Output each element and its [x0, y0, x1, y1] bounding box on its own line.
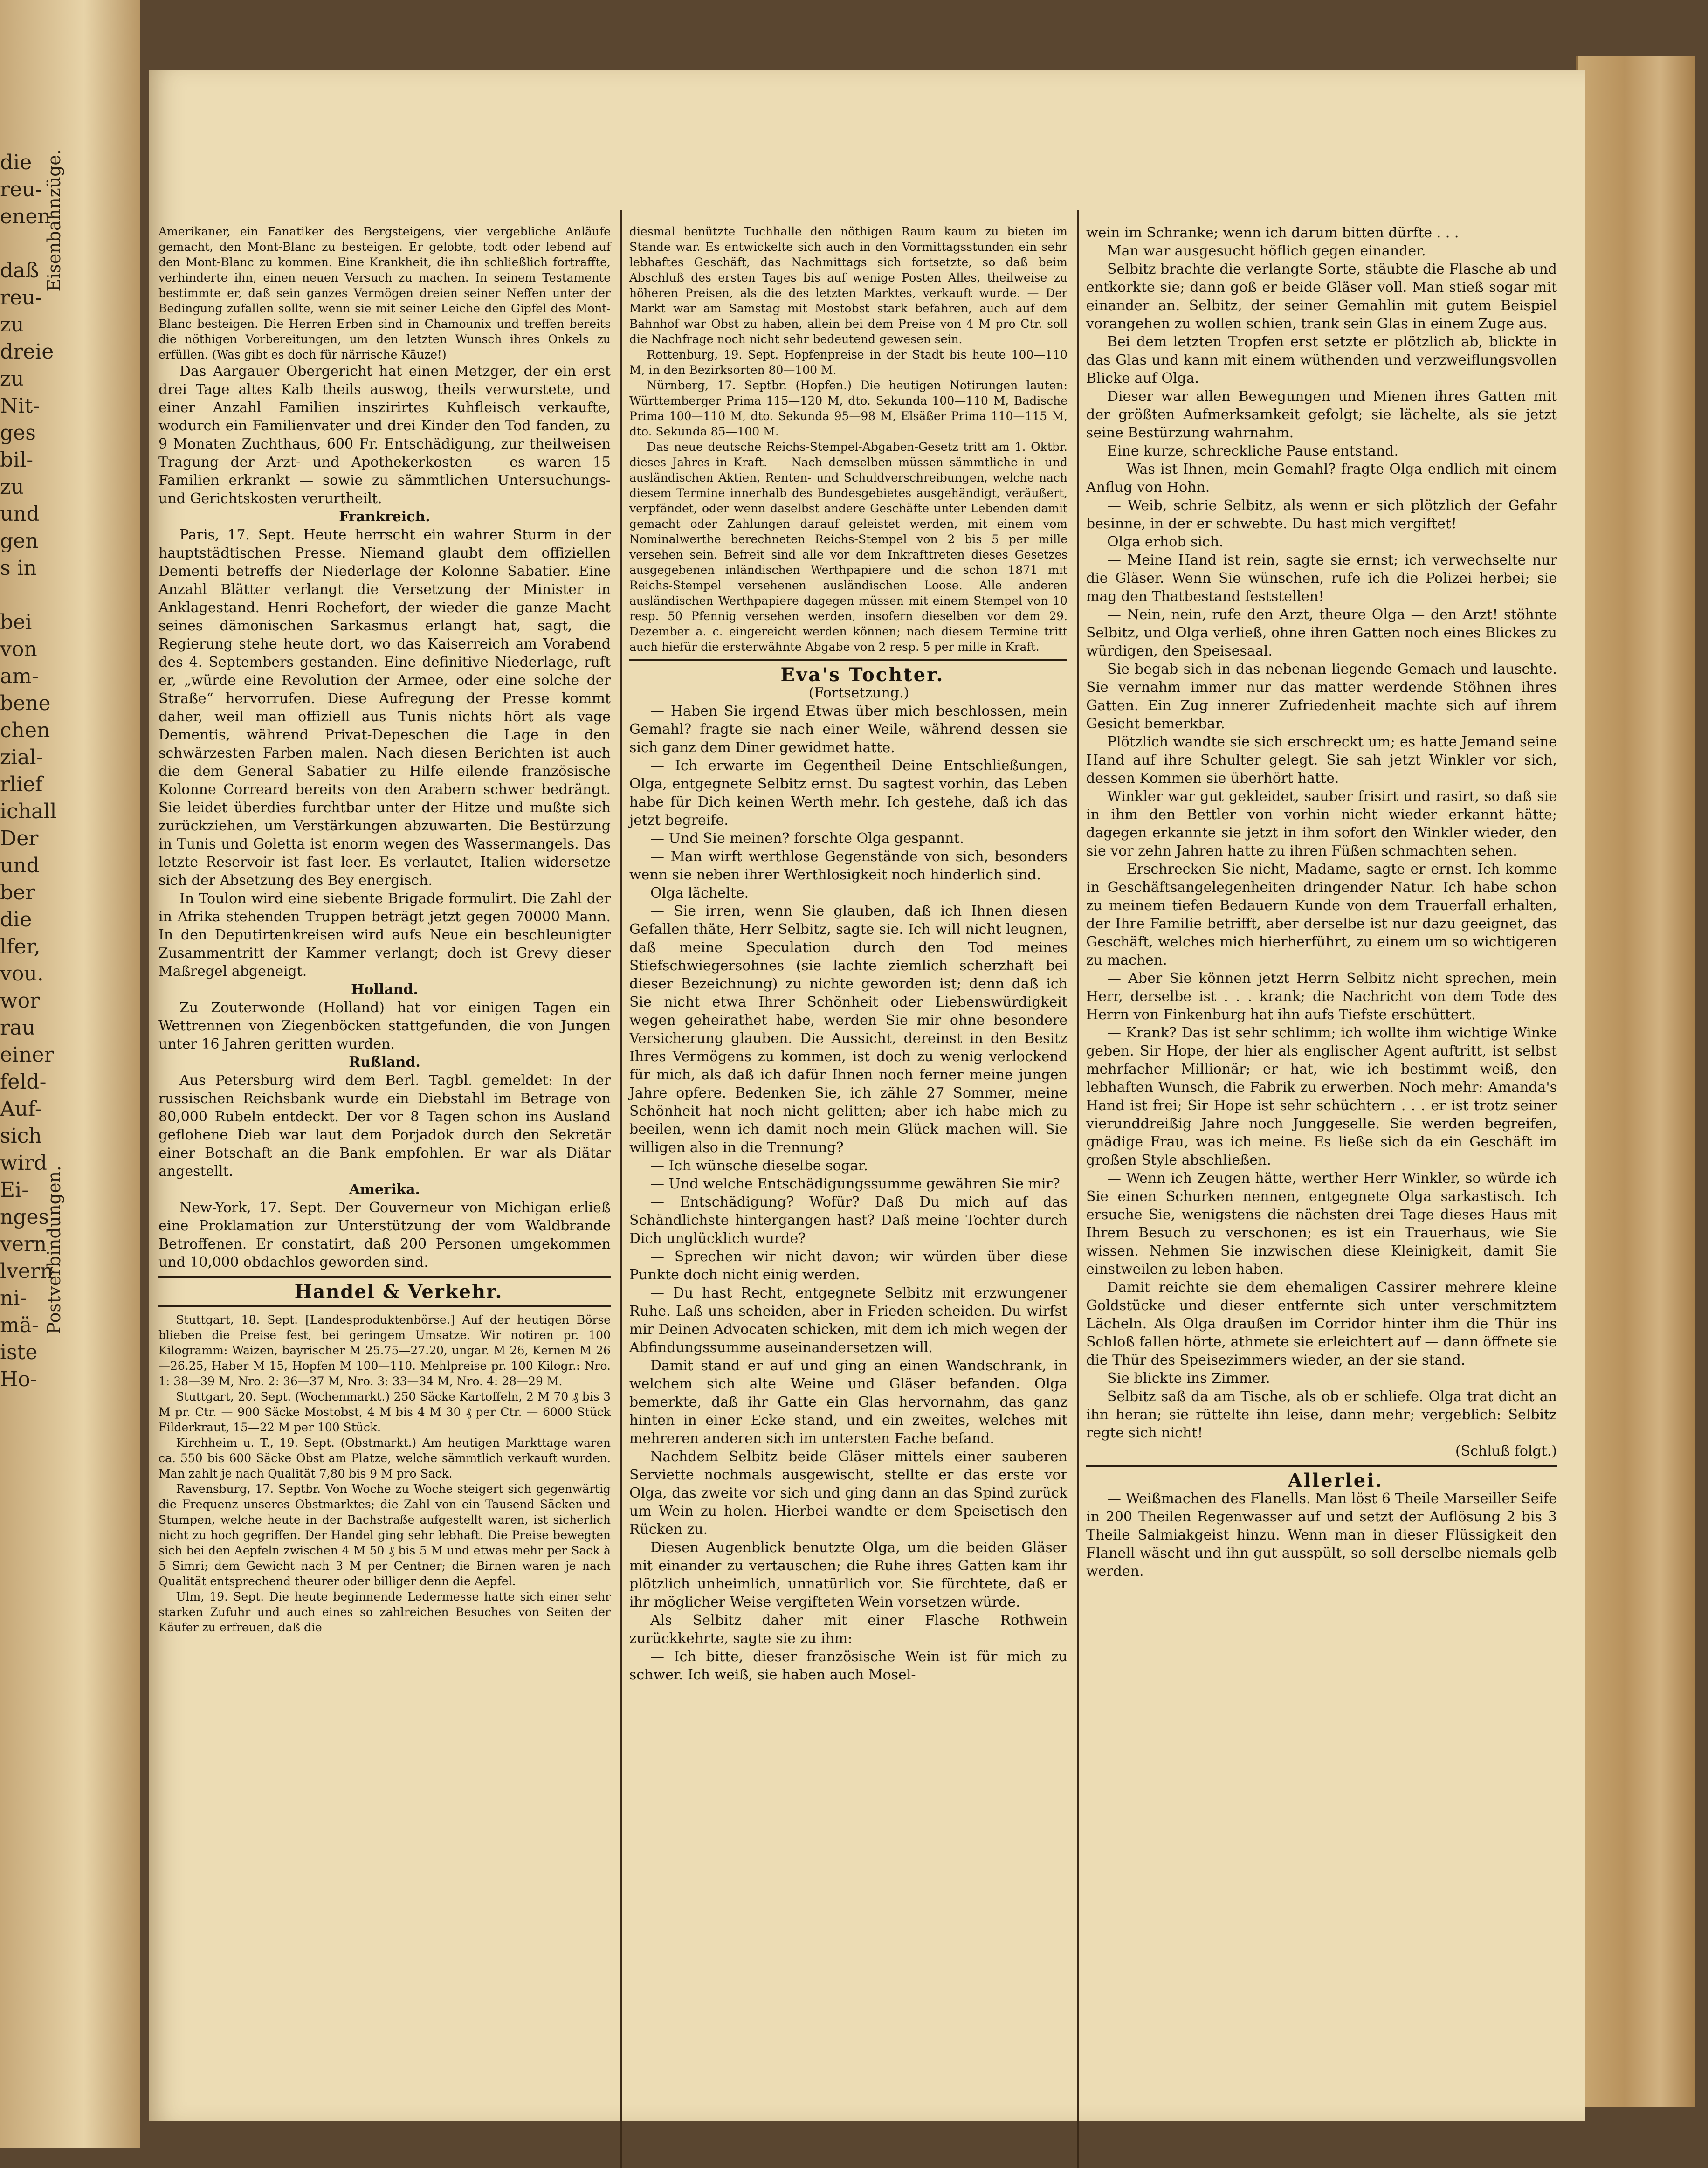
serial-paragraph: — Ich erwarte im Gegentheil Deine Entschließungen, Olga, entgegnete Selbitz ernst. Du sagtest vorhin, das Leben habe für Dich keinen Werth mehr. Ich gestehe, daß ich das jetzt begreife.	[629, 758, 1068, 829]
section-heading-frankreich: Frankreich.	[339, 509, 430, 525]
market-report-ravensburg: Ravensburg, 17. Septbr. Von Woche zu Woche steigert sich gegenwärtig die Frequenz unseres Obstmarktes; die Zahl von ein Tausend Säcken und Stumpen, welche heute in der Bachstraße aufgestellt waren, ist sicherlich nicht zu hoch gegriffen. Der Handel ging sehr lebhaft. Die Preise bewegten sich bei den Aepfeln zwischen 4 M 50 ₰ bis 5 M und etwas mehr per Sack à 5 Simri; dem Gewicht nach 3 M per Centner; die Birnen waren je nach Qualität entsprechend theurer oder billiger denn die Aepfel.	[158, 1482, 611, 1588]
previous-page-line-fragment	[0, 230, 33, 257]
previous-page-line-fragment: ber	[0, 881, 35, 904]
serial-paragraph: Sie blickte ins Zimmer.	[1107, 1370, 1270, 1387]
serial-paragraph: Selbitz saß da am Tische, als ob er schliefe. Olga trat dicht an ihn heran; sie rüttelte ihn leise, dann mehr; vergeblich: Selbitz regte sich nicht!	[1086, 1388, 1557, 1441]
previous-page-line-fragment: ichall	[0, 800, 57, 823]
section-heading-russland: Rußland.	[349, 1054, 420, 1070]
serial-paragraph: — Aber Sie können jetzt Herrn Selbitz nicht sprechen, mein Herr, derselbe ist . . . krank; die Nachricht von dem Tode des Herrn von Finkenburg hat ihn aufs Tiefste erschüttert.	[1086, 970, 1557, 1023]
previous-page-line-fragment: iste	[0, 1340, 38, 1364]
serial-paragraph: Olga erhob sich.	[1107, 534, 1224, 550]
serial-body-continued	[1086, 224, 1557, 1442]
article-paris: Paris, 17. Sept. Heute herrscht ein wahrer Sturm in der hauptstädtischen Presse. Niemand glaubt dem offiziellen Dementi betreffs der Niederlage der Kolonne Sabatier. Eine Anzahl Blätter verlangt die Versetzung der Minister in Anklagestand. Henri Rochefort, der wieder die ganze Macht seines dämonischen Sarkasmus erlangt hat, sagt, die Regierung stehe heute dort, wo das Kaiserreich am Vorabend des 4. Septembers gestanden. Eine definitive Niederlage, ruft er, „würde eine Revolution der Armee, oder eine solche der Straße“ hervorrufen. Diese Aufregung der Presse kommt daher, weil man offiziell aus Tunis nichts hört als vage Dementis, während Privat-Depeschen die Lage in den schwärzesten Farben malen. Nach diesen Berichten ist auch die dem General Sabatier zu Hilfe eilende französische Kolonne Correard bereits von den Arabern schwer bedrängt. Sie leidet überdies furchtbar unter der Hitze und mußte sich zurückziehen, um Verstärkungen abzuwarten. Die Bestürzung in Tunis und Goletta ist enorm wegen des Wassermangels. Das letzte Reservoir ist fast leer. Es verlautet, Italien widersetze sich der Absetzung des Bey energisch.	[158, 527, 611, 889]
serial-paragraph: wein im Schranke; wenn ich darum bitten dürfte . . .	[1086, 225, 1459, 241]
previous-page-line-fragment: vern	[0, 1232, 47, 1256]
section-divider	[158, 1276, 611, 1278]
article-toulon: In Toulon wird eine siebente Brigade formulirt. Die Zahl der in Afrika stehenden Truppen beträgt jetzt gegen 70000 Mann. In den Deputirtenkreisen wird aufs Neue ein beschleunigter Zusammentritt der Kammer verlangt; doch ist Grevy dieser Maßregel abgeneigt.	[158, 891, 611, 980]
serial-paragraph: Bei dem letzten Tropfen erst setzte er plötzlich ab, blickte in das Glas und kann mit einem wüthenden und verzweiflungsvollen Blicke auf Olga.	[1086, 334, 1557, 387]
previous-page-line-fragment: zu	[0, 367, 24, 391]
market-report-ulm: Ulm, 19. Sept. Die heute beginnende Ledermesse hatte sich einer sehr starken Zufuhr und auch eines so zahlreichen Besuches von Seiten der Käufer zu erfreuen, daß die	[158, 1590, 611, 1634]
market-report-nuernberg: Nürnberg, 17. Septbr. (Hopfen.) Die heutigen Notirungen lauten: Württemberger Prima 115—120 M, dto. Sekunda 100—110 M, Badische Prima 100—110 M, dto. Sekunda 95—98 M, Elsäßer Prima 110—115 M, dto. Sekunda 85—100 M.	[629, 379, 1068, 438]
book-edge	[1576, 56, 1695, 2107]
article-mont-blanc: Amerikaner, ein Fanatiker des Bergsteigens, vier vergebliche Anläufe gemacht, den Mont-Blanc zu besteigen. Er gelobte, todt oder lebend auf den Mont-Blanc zu kommen. Eine Krankheit, die ihn schließlich fortraffte, verhinderte ihn, einen neuen Versuch zu machen. In seinem Testamente bestimmte er, daß sein ganzes Vermögen dreien seiner Neffen unter der Bedingung zufallen sollte, wenn sie mit seiner Leiche den Gipfel des Mont-Blanc besteigen. Die Herren Erben sind in Chamounix und treffen bereits die nöthigen Vorbereitungen, um den letzten Wunsch ihres Onkels zu erfüllen. (Was gibt es doch für närrische Käuze!)	[158, 225, 611, 361]
serial-paragraph: Diesen Augenblick benutzte Olga, um die beiden Gläser mit einander zu vertauschen; die Ruhe ihres Gatten kam ihr plötzlich unheimlich, unnatürlich vor. Sie fürchtete, daß er ihr möglicher Weise vergifteten Wein vorsetzen würde.	[629, 1540, 1068, 1610]
serial-paragraph: Nachdem Selbitz beide Gläser mittels einer sauberen Serviette nochmals ausgewischt, stellte er das erste vor Olga, das zweite vor sich und ging dann an das Spind zurück um Wein zu holen. Hierbei wandte er dem Speisetisch den Rücken zu.	[629, 1449, 1068, 1538]
market-report-rottenburg: Rottenburg, 19. Sept. Hopfenpreise in der Stadt bis heute 100—110 M, in den Bezirksorten 80—100 M.	[629, 348, 1068, 377]
previous-page-line-fragment: s in	[0, 556, 37, 580]
previous-page-line-fragment: lfer,	[0, 935, 41, 959]
previous-page-line-fragment: Auf-	[0, 1097, 42, 1121]
serial-end-note: (Schluß folgt.)	[1455, 1443, 1557, 1459]
previous-page-line-fragment: ges	[0, 421, 36, 445]
section-divider	[629, 659, 1068, 661]
article-aargau: Das Aargauer Obergericht hat einen Metzger, der ein erst drei Tage altes Kalb theils auswog, theils verwurstete, und einer Anzahl Familien inszirirtes Kuhfleisch verkaufte, wodurch ein Familienvater und drei Kinder den Tod fanden, zu 9 Monaten Zuchthaus, 600 Fr. Entschädigung, zur theilweisen Tragung der Arzt- und Apothekerkosten — es waren 15 Familien erkrankt — sowie zu sämmtlichen Untersuchungs- und Gerichtskosten verurtheilt.	[158, 363, 611, 507]
section-divider	[158, 1305, 611, 1307]
previous-page-line-fragment: daß	[0, 259, 39, 283]
article-stempel-gesetz: Das neue deutsche Reichs-Stempel-Abgaben-Gesetz tritt am 1. Oktbr. dieses Jahres in Kraft. — Nach demselben müssen sämmtliche in- und ausländischen Aktien, Renten- und Schuldverschreibungen, welche nach diesem Termine innerhalb des Bundesgebietes ausgehändigt, veräußert, verpfändet, oder wenn daselbst andere Geschäfte unter Lebenden damit gemacht oder Zahlungen darauf geleistet werden, mit einem vom Nominalwerthe berechneten Reichs-Stempel von 2 bis 5 per mille versehen sein. Befreit sind alle vor dem Inkrafttreten dieses Gesetzes ausgegebenen inländischen Werthpapiere und die schon 1871 mit Reichs-Stempel versehenen ausländischen Loose. Alle anderen ausländischen Werthpapiere dagegen müssen mit einem Stempel von 10 resp. 50 Pfennig versehen werden, insofern dieselben vor dem 29. Dezember a. c. eingereicht werden können; nach diesem Termine tritt auch hiefür die ersterwähnte Abgabe von 2 resp. 5 per mille in Kraft.	[629, 440, 1068, 654]
serial-paragraph: Eine kurze, schreckliche Pause entstand.	[1107, 443, 1399, 459]
previous-page-line-fragment: die	[0, 151, 32, 174]
previous-page-line-fragment: die	[0, 908, 32, 932]
serial-paragraph: — Entschädigung? Wofür? Daß Du mich auf das Schändlichste hintergangen hast? Daß meine Tochter durch Dich unglücklich wurde?	[629, 1194, 1068, 1247]
previous-page-line-fragment: Der	[0, 827, 39, 850]
previous-page-line-fragment: lvern	[0, 1259, 54, 1283]
serial-paragraph: Dieser war allen Bewegungen und Mienen ihres Gatten mit der größten Aufmerksamkeit gefolgt; sie lächelte, als sie jetzt seine Bestürzung wahrnahm.	[1086, 388, 1557, 441]
previous-page-line-fragment: einer	[0, 1043, 54, 1067]
section-heading-handel: Handel & Verkehr.	[294, 1281, 503, 1303]
previous-page-line-fragment: dreie	[0, 340, 54, 364]
serial-paragraph: — Weib, schrie Selbitz, als wenn er sich plötzlich der Gefahr besinne, in der er schwebte. Du hast mich vergiftet!	[1086, 497, 1557, 532]
previous-page-line-fragment: rau	[0, 1016, 35, 1040]
section-heading-amerika: Amerika.	[349, 1181, 420, 1198]
previous-page-line-fragment: vou.	[0, 962, 44, 986]
article-flanell: — Weißmachen des Flanells. Man löst 6 Theile Marseiller Seife in 200 Theilen Regenwasser auf und setzt der Auflösung 2 bis 3 Theile Salmiakgeist hinzu. Wenn man in dieser Flüssigkeit den Flanell wäscht und ihn gut ausspült, so soll derselbe niemals gelb werden.	[1086, 1491, 1557, 1580]
previous-page-line-fragment: zu	[0, 313, 24, 337]
previous-page-line-fragment: Nit-	[0, 394, 40, 418]
serial-subtitle: (Fortsetzung.)	[808, 685, 909, 701]
serial-paragraph: — Und welche Entschädigungssumme gewähren Sie mir?	[650, 1176, 1060, 1192]
serial-paragraph: Selbitz brachte die verlangte Sorte, stäubte die Flasche ab und entkorkte sie; dann goß er beide Gläser voll. Man stieß sogar mit einander an. Selbitz, der seiner Gemahlin mit gutem Beispiel vorangehen zu wollen schien, trank sein Glas in einem Zuge aus.	[1086, 261, 1557, 332]
previous-page-line-fragment: bei	[0, 610, 32, 634]
previous-page-line-fragment: wird	[0, 1151, 47, 1175]
previous-page-line-fragment: Ei-	[0, 1178, 29, 1202]
previous-page-line-fragment: zu	[0, 475, 24, 499]
previous-page-line-fragment: und	[0, 502, 40, 526]
previous-page-line-fragment: rlief	[0, 773, 43, 796]
column-3	[1086, 224, 1557, 1581]
previous-page-line-fragment: chen	[0, 718, 50, 742]
previous-page-line-fragment: enen	[0, 205, 51, 228]
serial-paragraph: — Ich bitte, dieser französische Wein ist für mich zu schwer. Ich weiß, sie haben auch Mosel-	[629, 1649, 1068, 1683]
serial-paragraph: — Was ist Ihnen, mein Gemahl? fragte Olga endlich mit einem Anflug von Hohn.	[1086, 461, 1557, 496]
serial-paragraph: — Du hast Recht, entgegnete Selbitz mit erzwungener Ruhe. Laß uns scheiden, aber in Frieden scheiden. Du wirfst mir Deinen Advocaten schicken, mit dem ich mich wegen der Abfindungssumme auseinandersetzen will.	[629, 1285, 1068, 1356]
previous-page-line-fragment: bil-	[0, 448, 34, 472]
previous-page-line-fragment: mä-	[0, 1313, 39, 1337]
previous-page-line-fragment: von	[0, 637, 37, 661]
newspaper-page	[149, 70, 1585, 2121]
column-1	[158, 224, 611, 1635]
previous-page-line-fragment: Ho-	[0, 1367, 37, 1391]
article-holland: Zu Zouterwonde (Holland) hat vor einigen Tagen ein Wettrennen von Ziegenböcken stattgefunden, die von Jungen unter 16 Jahren geritten wurden.	[158, 1000, 611, 1052]
market-report-stuttgart-1: Stuttgart, 18. Sept. [Landesproduktenbörse.] Auf der heutigen Börse blieben die Preise fest, bei geringem Umsatze. Wir notiren pr. 100 Kilogramm: Waizen, bayrischer M 25.75—27.20, ungar. M 26, Kernen M 26—26.25, Haber M 15, Hopfen M 100—110. Mehlpreise pr. 100 Kilogr.: Nro. 1: 38—39 M, Nro. 2: 36—37 M, Nro. 3: 33—34 M, Nro. 4: 28—29 M.	[158, 1313, 611, 1388]
serial-paragraph: Als Selbitz daher mit einer Flasche Rothwein zurückkehrte, sagte sie zu ihm:	[629, 1612, 1068, 1647]
previous-page-line-fragment: wor	[0, 989, 40, 1013]
market-report-kirchheim: Kirchheim u. T., 19. Sept. (Obstmarkt.) Am heutigen Markttage waren ca. 550 bis 600 Säcke Obst am Platze, welche sämmtlich verkauft wurden. Man zahlt je nach Qualität 7,80 bis 9 M pro Sack.	[158, 1436, 611, 1480]
section-heading-allerlei: Allerlei.	[1288, 1470, 1384, 1491]
serial-paragraph: Winkler war gut gekleidet, sauber frisirt und rasirt, so daß sie in ihm den Bettler von vorhin nicht wieder erkannt hätte; dagegen erkannte sie jetzt in ihm sofort den Winkler wieder, den sie vor zehn Jahren hatte zu ihren Füßen schmachten sehen.	[1086, 788, 1557, 859]
serial-paragraph: — Krank? Das ist sehr schlimm; ich wollte ihm wichtige Winke geben. Sir Hope, der hier als englischer Agent auftritt, ist selbst mehrfacher Millionär; er hat, wie ich bestimmt weiß, den lebhaften Wunsch, die Fabrik zu erwerben. Noch mehr: Amanda's Hand ist frei; Sir Hope ist sehr schüchtern . . . er ist trotz seiner vierunddreißig Jahre noch Junggeselle. Sie werden begreifen, gnädige Frau, was ich meine. Es ließe sich da ein Geschäft im großen Style abschließen.	[1086, 1025, 1557, 1168]
section-divider	[1086, 1465, 1557, 1467]
serial-paragraph: — Wenn ich Zeugen hätte, werther Herr Winkler, so würde ich Sie einen Schurken nennen, entgegnete Olga sarkastisch. Ich ersuche Sie, wenigstens die nächsten drei Tage dieses Haus mit Ihrem Besuch zu verschonen; es ist ein Trauerhaus, wie Sie wissen. Nehmen Sie inzwischen diese Kleinigkeit, damit Sie einstweilen zu leben haben.	[1086, 1170, 1557, 1277]
column-rule	[1077, 210, 1079, 2168]
previous-page-line-fragment: zial-	[0, 746, 43, 769]
previous-page-fragment	[0, 0, 140, 2148]
serial-paragraph: Damit stand er auf und ging an einen Wandschrank, in welchem sich alte Weine und Gläser befanden. Olga bemerkte, daß ihr Gatte ein Glas hervornahm, das ganz hinten in einer Ecke stand, und ein zweites, welches mit mehreren anderen sich im untersten Fache befand.	[629, 1358, 1068, 1447]
side-label-trains: Eisenbahnzüge.	[44, 149, 64, 292]
serial-paragraph: Sie begab sich in das nebenan liegende Gemach und lauschte. Sie vernahm immer nur das matter werdende Stöhnen ihres Gatten. Ein Zug innerer Zufriedenheit machte sich auf ihrem Gesicht bemerkbar.	[1086, 661, 1557, 732]
previous-page-line-fragment: reu-	[0, 286, 42, 310]
serial-paragraph: — Erschrecken Sie nicht, Madame, sagte er ernst. Ich komme in Geschäftsangelegenheiten dringender Natur. Ich habe schon zu meinem tiefen Bedauern Kunde von dem Trauerfall erhalten, der Ihre Familie betrifft, aber derselbe ist nur dazu geeignet, das Geschäft, welches mich hierherführt, zu einem um so wichtigeren zu machen.	[1086, 861, 1557, 968]
side-label-post: Postverbindungen.	[44, 1166, 64, 1334]
previous-page-line-fragment: feld-	[0, 1070, 47, 1094]
previous-page-line-fragment: gen	[0, 529, 39, 553]
section-heading-holland: Holland.	[351, 981, 418, 998]
serial-paragraph: — Meine Hand ist rein, sagte sie ernst; ich verwechselte nur die Gläser. Wenn Sie wünschen, rufe ich die Polizei herbei; sie mag den Thatbestand feststellen!	[1086, 552, 1557, 605]
serial-paragraph: — Ich wünsche dieselbe sogar.	[650, 1158, 868, 1174]
article-russland: Aus Petersburg wird dem Berl. Tagbl. gemeldet: In der russischen Reichsbank wurde ein Diebstahl im Betrage von 80,000 Rubeln entdeckt. Der vor 8 Tagen schon ins Ausland geflohene Dieb war laut dem Porjadok durch den Sekretär einer Botschaft an die Bank empfohlen. Er war als Diätar angestellt.	[158, 1072, 611, 1180]
serial-paragraph: Man war ausgesucht höflich gegen einander.	[1107, 243, 1426, 259]
serial-paragraph: Plötzlich wandte sie sich erschreckt um; es hatte Jemand seine Hand auf ihre Schulter gelegt. Sie sah jetzt Winkler vor sich, dessen Kommen sie überhört hatte.	[1086, 734, 1557, 787]
previous-page-line-fragment: am-	[0, 664, 39, 688]
market-report-ulm-continued: diesmal benützte Tuchhalle den nöthigen Raum kaum zu bieten im Stande war. Es entwickelte sich auch in den Vormittagsstunden ein sehr lebhaftes Geschäft, das Nachmittags sich fortsetzte, so daß beim Abschluß des ersten Tages bis auf wenige Posten Alles, theilweise zu höheren Preisen, als die des letzten Marktes, verkauft wurde. — Der Markt war am Samstag mit Mostobst stark befahren, auch auf dem Bahnhof war Obst zu haben, allein bei dem Preise von 4 M pro Ctr. soll die Nachfrage noch nicht sehr bedeutend gewesen sein.	[629, 225, 1068, 346]
serial-paragraph: — Haben Sie irgend Etwas über mich beschlossen, mein Gemahl? fragte sie nach einer Weile, während dessen sie sich ganz dem Diner gewidmet hatte.	[629, 703, 1068, 756]
serial-paragraph: — Sprechen wir nicht davon; wir würden über diese Punkte doch nicht einig werden.	[629, 1249, 1068, 1283]
previous-page-line-fragment	[0, 582, 33, 609]
serial-paragraph: Olga lächelte.	[650, 885, 749, 901]
previous-page-line-fragment: bene	[0, 691, 51, 715]
serial-paragraph: Damit reichte sie dem ehemaligen Cassirer mehrere kleine Goldstücke und dieser entfernte sich unter verschmitztem Lächeln. Als Olga draußen im Corridor hinter ihm die Thür ins Schloß fallen hörte, athmete sie erleichtert auf — dann öffnete sie die Thür des Speisezimmers wieder, an der sie stand.	[1086, 1279, 1557, 1368]
serial-paragraph: — Man wirft werthlose Gegenstände von sich, besonders wenn sie neben ihrer Werthlosigkeit noch hinderlich sind.	[629, 849, 1068, 883]
serial-body	[629, 702, 1068, 1684]
serial-paragraph: — Sie irren, wenn Sie glauben, daß ich Ihnen diesen Gefallen thäte, Herr Selbitz, sagte sie. Ich will nicht leugnen, daß meine Speculation durch den Tod meines Stiefschwiegersohnes (sie lachte ziemlich scherzhaft bei dieser Bezeichnung) zu nichte geworden ist; denn daß ich Sie nicht etwa Ihrer Schönheit oder Liebenswürdigkeit wegen geheirathet habe, werden Sie mir ohne besondere Versicherung glauben. Die Aussicht, dereinst in den Besitz Ihres Vermögens zu kommen, ist doch zu wenig verlockend für mich, als daß ich dafür Ihnen noch ferner meine jungen Jahre opfere. Bedenken Sie, ich zähle 27 Sommer, meine Schönheit hat noch nicht gelitten; aber ich habe mich zu beeilen, wenn ich damit noch mein Glück machen will. Sie willigen also in die Trennung?	[629, 903, 1068, 1156]
serial-title: Eva's Tochter.	[780, 664, 944, 686]
serial-paragraph: — Nein, nein, rufe den Arzt, theure Olga — den Arzt! stöhnte Selbitz, und Olga verließ, ohne ihren Gatten noch eines Blickes zu würdigen, den Speisesaal.	[1086, 607, 1557, 659]
column-rule	[620, 210, 622, 2168]
previous-page-line-fragment: ni-	[0, 1286, 27, 1310]
previous-page-line-fragment: sich	[0, 1124, 42, 1148]
previous-page-line-fragment: reu-	[0, 178, 42, 201]
previous-page-line-fragment: und	[0, 854, 40, 877]
previous-page-line-fragment: nges	[0, 1205, 49, 1229]
article-new-york: New-York, 17. Sept. Der Gouverneur von Michigan erließ eine Proklamation zur Unterstützung der vom Waldbrande Betroffenen. Er constatirt, daß 200 Personen umgekommen und 10,000 obdachlos geworden sind.	[158, 1200, 611, 1270]
column-2	[629, 224, 1068, 1684]
serial-paragraph: — Und Sie meinen? forschte Olga gespannt.	[650, 830, 964, 847]
market-report-stuttgart-2: Stuttgart, 20. Sept. (Wochenmarkt.) 250 Säcke Kartoffeln, 2 M 70 ₰ bis 3 M pr. Ctr. — 900 Säcke Mostobst, 4 M bis 4 M 30 ₰ per Ctr. — 6000 Stück Filderkraut, 15—22 M per 100 Stück.	[158, 1390, 611, 1434]
